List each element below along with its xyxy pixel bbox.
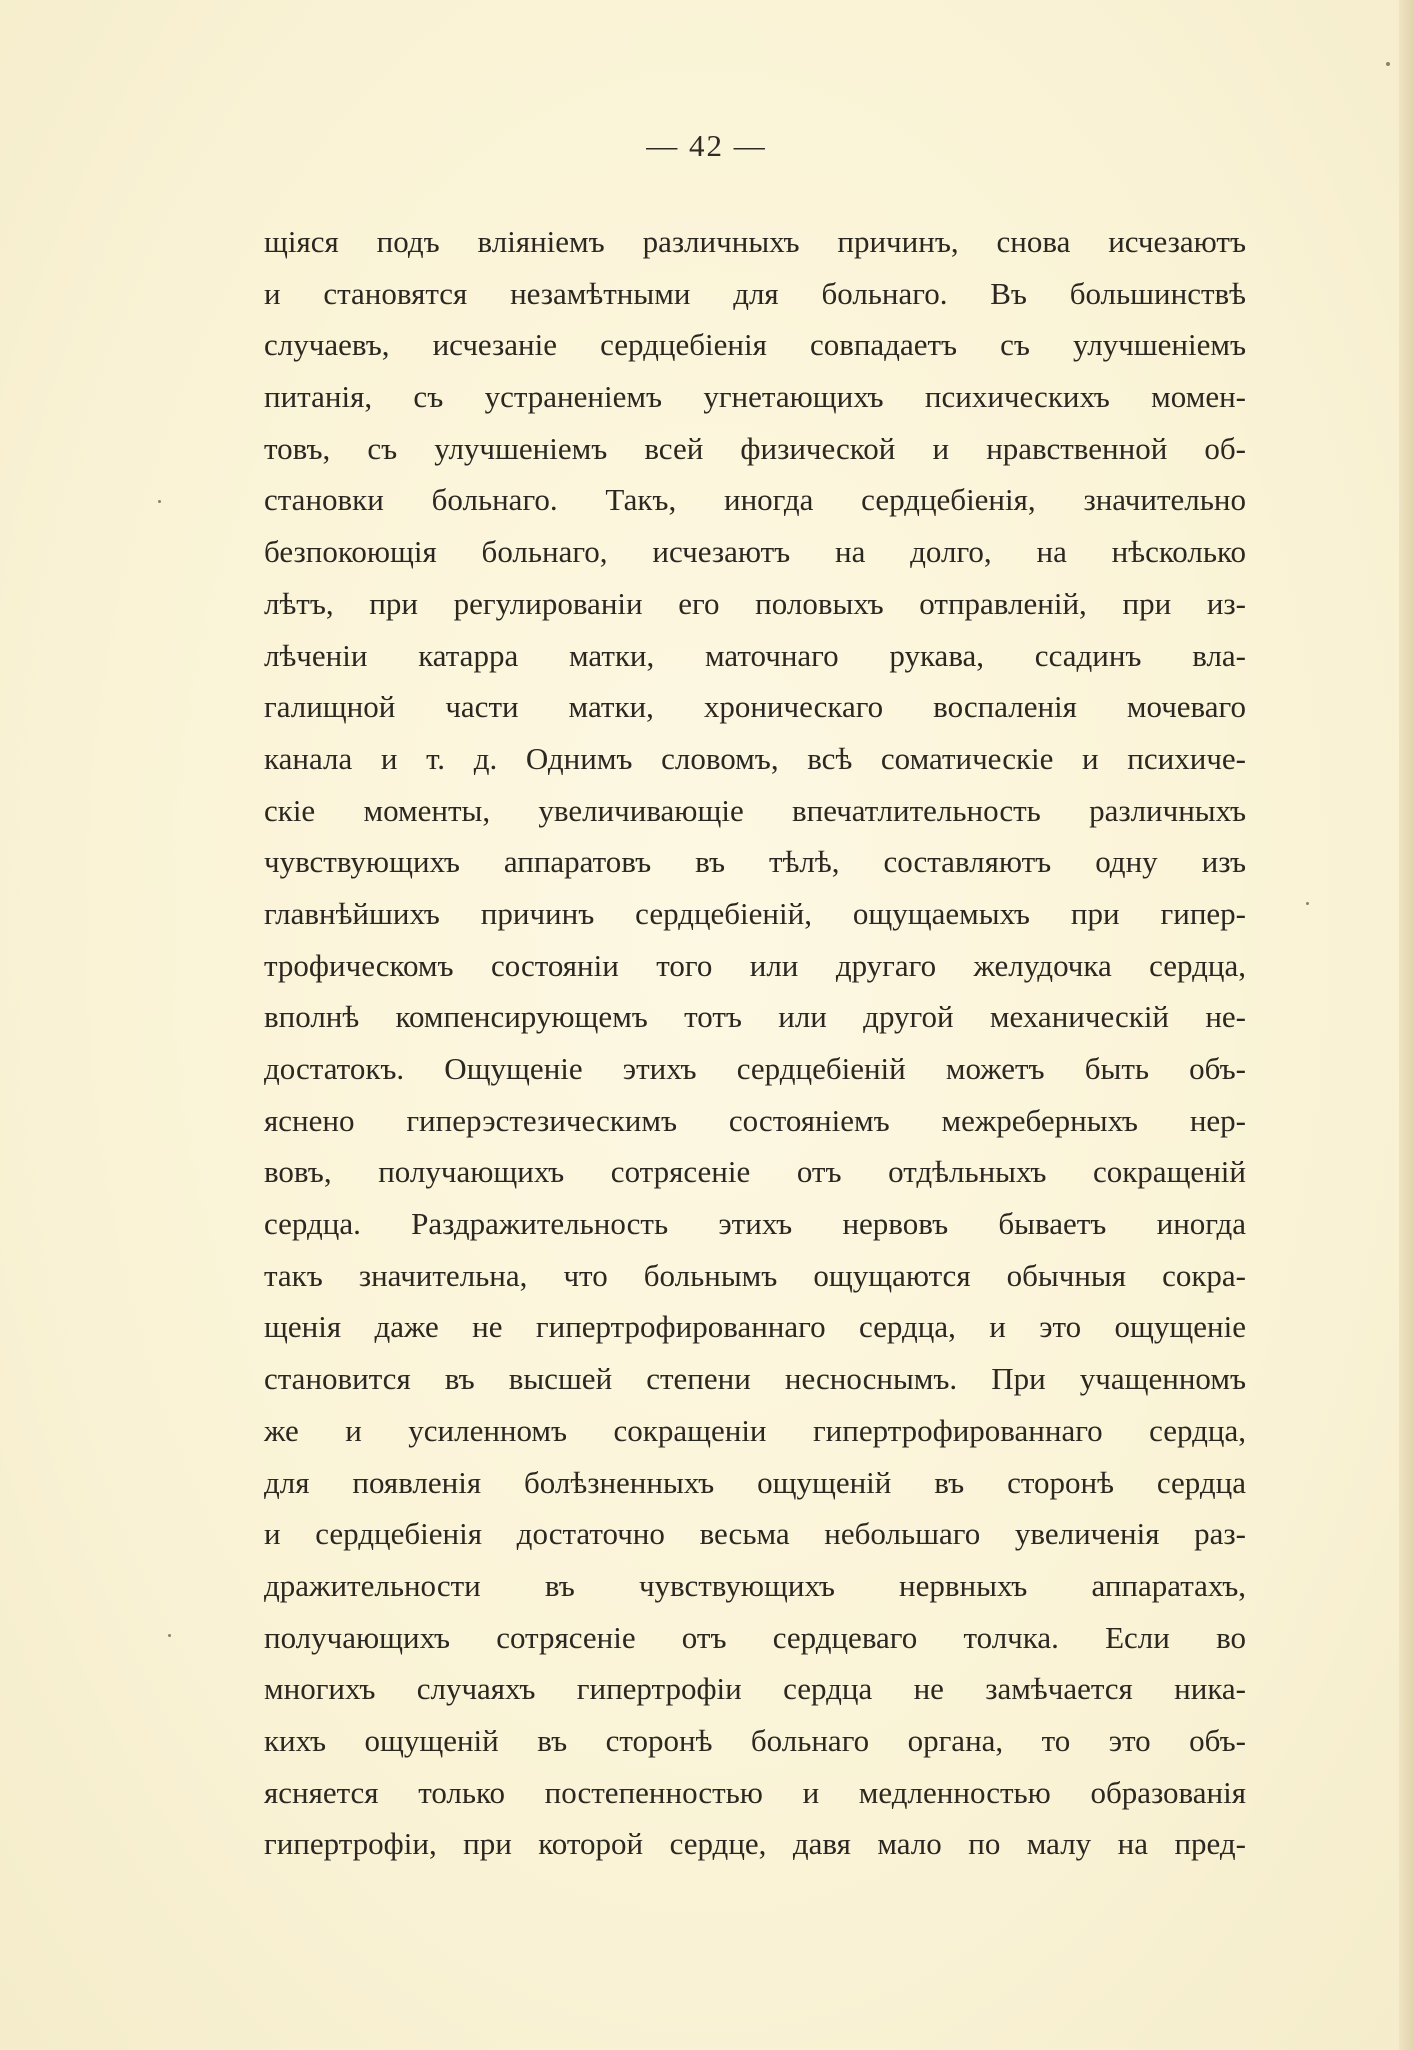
text-line: сердца. Раздражительность этихъ нервовъ бываетъ иногда <box>264 1206 1246 1242</box>
paper-speck <box>1386 62 1390 66</box>
text-line: лѣченіи катарра матки, маточнаго рукава, ссадинъ вла- <box>264 637 1246 673</box>
text-line: такъ значительна, что больнымъ ощущаются обычныя сокра- <box>264 1257 1246 1293</box>
body-text <box>264 216 1246 1870</box>
paper-speck <box>158 500 161 503</box>
text-line: лѣтъ, при регулированіи его половыхъ отправленій, при из- <box>264 585 1246 621</box>
text-line: трофическомъ состояніи того или другаго желудочка сердца, <box>264 947 1246 983</box>
text-line: дражительности въ чувствующихъ нервныхъ аппаратахъ, <box>264 1567 1246 1603</box>
text-line: главнѣйшихъ причинъ сердцебіеній, ощущаемыхъ при гипер- <box>264 895 1246 931</box>
paper-speck <box>168 1634 171 1637</box>
text-line: щіяся подъ вліяніемъ различныхъ причинъ, снова исчезаютъ <box>264 224 1246 259</box>
page-edge <box>1399 0 1413 2050</box>
text-line: достатокъ. Ощущеніе этихъ сердцебіеній можетъ быть объ- <box>264 1051 1246 1086</box>
text-line: для появленія болѣзненныхъ ощущеній въ сторонѣ сердца <box>264 1464 1246 1500</box>
text-line: становится въ высшей степени несноснымъ. При учащенномъ <box>264 1361 1246 1397</box>
text-line: яснено гиперэстезическимъ состояніемъ межреберныхъ нер- <box>264 1102 1246 1138</box>
text-line: канала и т. д. Однимъ словомъ, всѣ соматическіе и психиче- <box>264 740 1246 776</box>
text-line: галищной части матки, хроническаго воспаленія мочеваго <box>264 689 1246 725</box>
text-line: вовъ, получающихъ сотрясеніе отъ отдѣльныхъ сокращеній <box>264 1154 1246 1190</box>
text-line: и становятся незамѣтными для больнаго. Въ большинствѣ <box>264 275 1246 311</box>
text-line: многихъ случаяхъ гипертрофіи сердца не замѣчается ника- <box>264 1671 1246 1707</box>
text-line: питанія, съ устраненіемъ угнетающихъ психическихъ момен- <box>264 379 1246 415</box>
text-line: же и усиленномъ сокращеніи гипертрофированнаго сердца, <box>264 1412 1246 1448</box>
text-line: кихъ ощущеній въ сторонѣ больнаго органа, то это объ- <box>264 1722 1246 1758</box>
text-line: щенія даже не гипертрофированнаго сердца, и это ощущеніе <box>264 1309 1246 1345</box>
text-line: становки больнаго. Такъ, иногда сердцебіенія, значительно <box>264 482 1246 518</box>
paper-speck <box>1306 902 1309 905</box>
page-number: — 42 — <box>646 128 767 163</box>
text-line: товъ, съ улучшеніемъ всей физической и нравственной об- <box>264 430 1246 466</box>
text-line: ясняется только постепенностью и медленностью образованія <box>264 1774 1246 1810</box>
text-line: получающихъ сотрясеніе отъ сердцеваго толчка. Если во <box>264 1619 1246 1655</box>
text-line: скіе моменты, увеличивающіе впечатлительность различныхъ <box>264 792 1246 828</box>
text-line: гипертрофіи, при которой сердце, давя мало по малу на пред- <box>264 1826 1246 1862</box>
text-line: чувствующихъ аппаратовъ въ тѣлѣ, составляютъ одну изъ <box>264 844 1246 880</box>
text-line: вполнѣ компенсирующемъ тотъ или другой механическій не- <box>264 999 1246 1035</box>
text-line: безпокоющія больнаго, исчезаютъ на долго, на нѣсколько <box>264 534 1246 570</box>
text-line: случаевъ, исчезаніе сердцебіенія совпадаетъ съ улучшеніемъ <box>264 327 1246 363</box>
text-line: и сердцебіенія достаточно весьма небольшаго увеличенія раз- <box>264 1516 1246 1552</box>
